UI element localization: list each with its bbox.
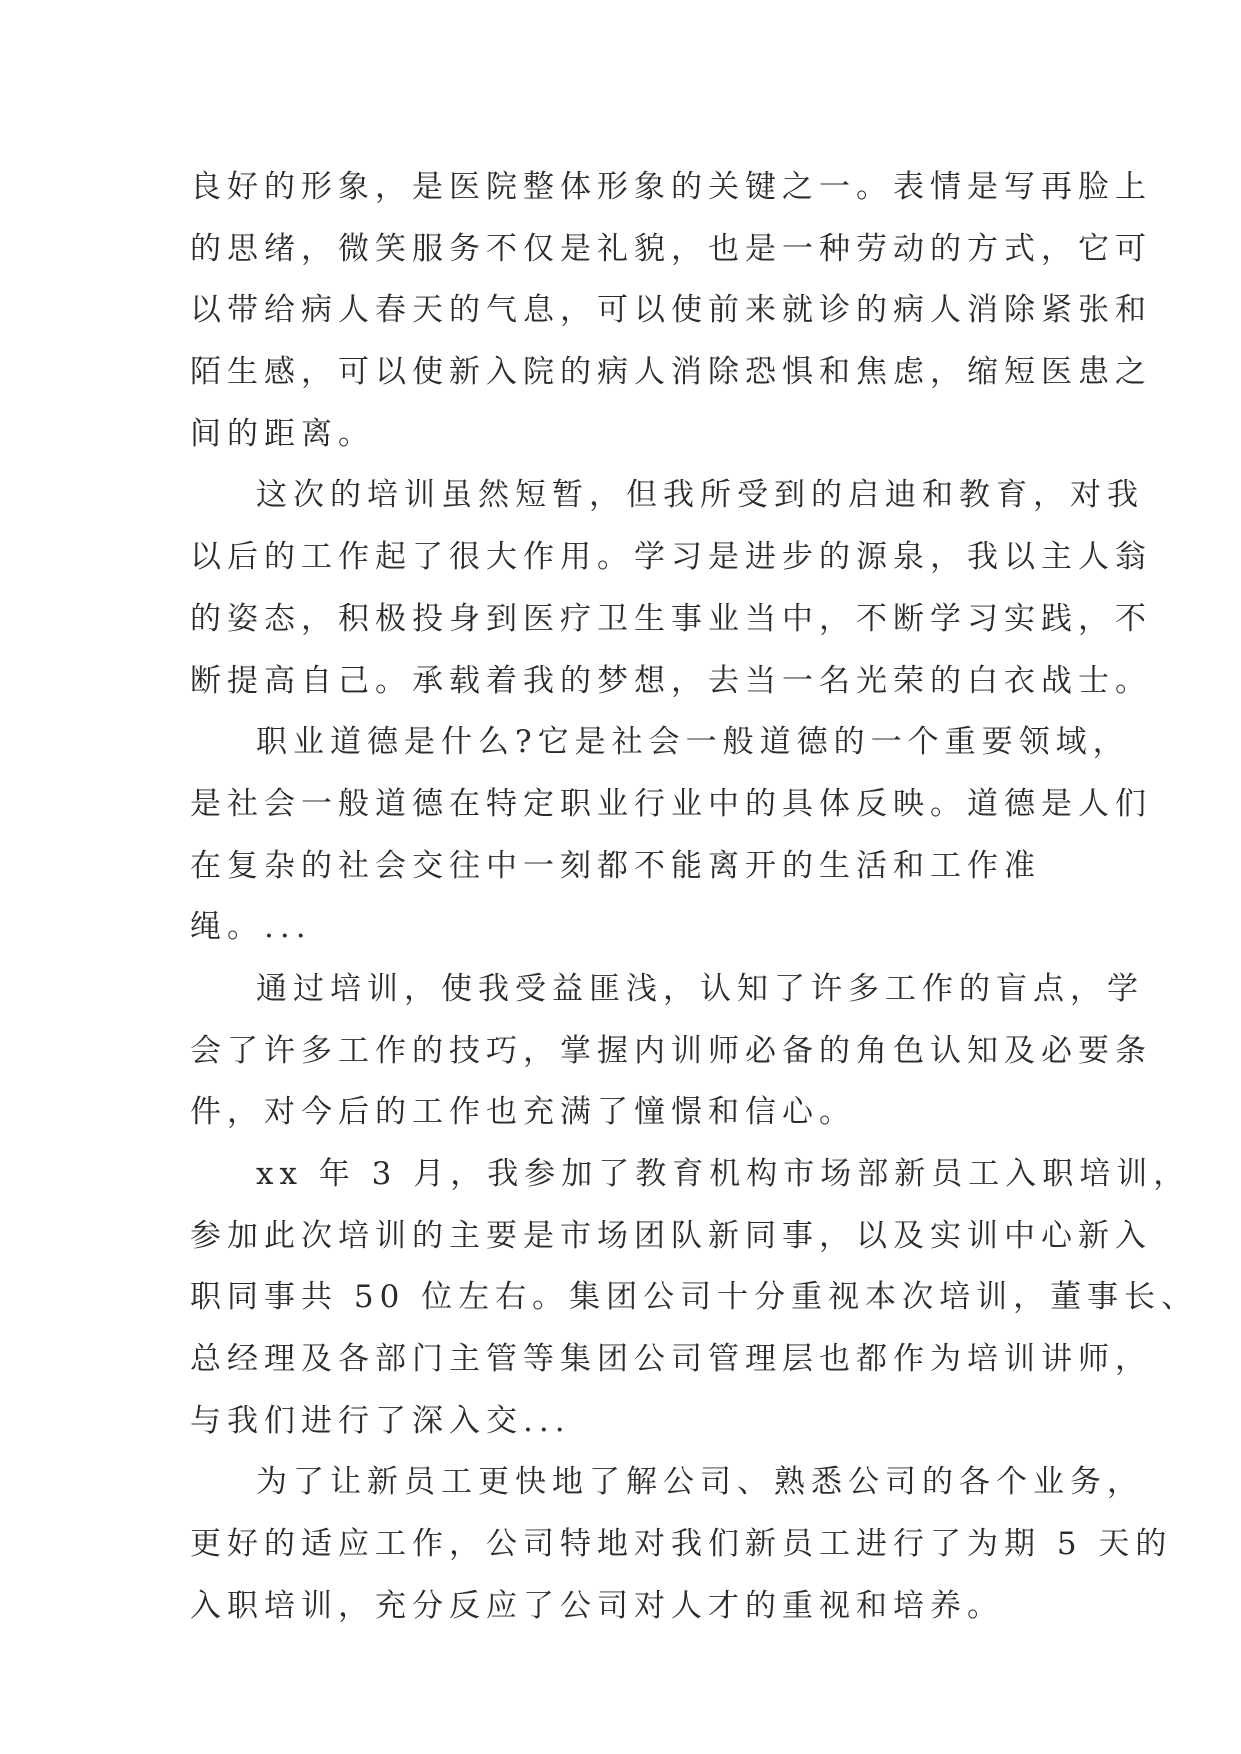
text-line: 以带给病人春天的气息，可以使前来就诊的病人消除紧张和	[190, 292, 1152, 329]
text-line: 与我们进行了深入交...	[190, 1402, 571, 1439]
paragraph-first-line: 为了让新员工更快地了解公司、熟悉公司的各个业务，	[256, 1464, 1144, 1501]
paragraph-first-line: 通过培训，使我受益匪浅，认知了许多工作的盲点，学	[256, 970, 1144, 1007]
text-line: 断提高自己。承载着我的梦想，去当一名光荣的白衣战士。	[190, 662, 1152, 699]
text-line: 职同事共 50 位左右。集团公司十分重视本次培训，董事长、	[190, 1279, 1199, 1316]
text-line: 是社会一般道德在特定职业行业中的具体反映。道德是人们	[190, 785, 1152, 822]
text-line: 的思绪，微笑服务不仅是礼貌，也是一种劳动的方式，它可	[190, 230, 1152, 267]
text-line: 间的距离。	[190, 415, 375, 452]
text-line: 在复杂的社会交往中一刻都不能离开的生活和工作准	[190, 847, 1041, 884]
text-line: 总经理及各部门主管等集团公司管理层也都作为培训讲师，	[190, 1341, 1152, 1378]
paragraph-first-line: xx 年 3 月，我参加了教育机构市场部新员工入职培训，	[256, 1156, 1191, 1192]
paragraph-first-line: 这次的培训虽然短暂，但我所受到的启迪和教育，对我	[256, 477, 1144, 514]
text-line: 更好的适应工作，公司特地对我们新员工进行了为期 5 天的	[190, 1526, 1173, 1563]
text-line: 陌生感，可以使新入院的病人消除恐惧和焦虑，缩短医患之	[190, 354, 1152, 391]
text-line: 以后的工作起了很大作用。学习是进步的源泉，我以主人翁	[190, 539, 1152, 576]
text-line: 良好的形象，是医院整体形象的关键之一。表情是写再脸上	[190, 169, 1152, 205]
text-line: 参加此次培训的主要是市场团队新同事，以及实训中心新入	[190, 1217, 1152, 1254]
paragraph-first-line: 职业道德是什么?它是社会一般道德的一个重要领域，	[256, 724, 1130, 761]
document-body	[190, 157, 1199, 1638]
text-line: 入职培训，充分反应了公司对人才的重视和培养。	[190, 1587, 1004, 1624]
text-line: 的姿态，积极投身到医疗卫生事业当中，不断学习实践，不	[190, 600, 1152, 637]
text-line: 件，对今后的工作也充满了憧憬和信心。	[190, 1094, 856, 1131]
text-line: 会了许多工作的技巧，掌握内训师必备的角色认知及必要条	[190, 1032, 1152, 1069]
text-line: 绳。...	[190, 909, 312, 946]
